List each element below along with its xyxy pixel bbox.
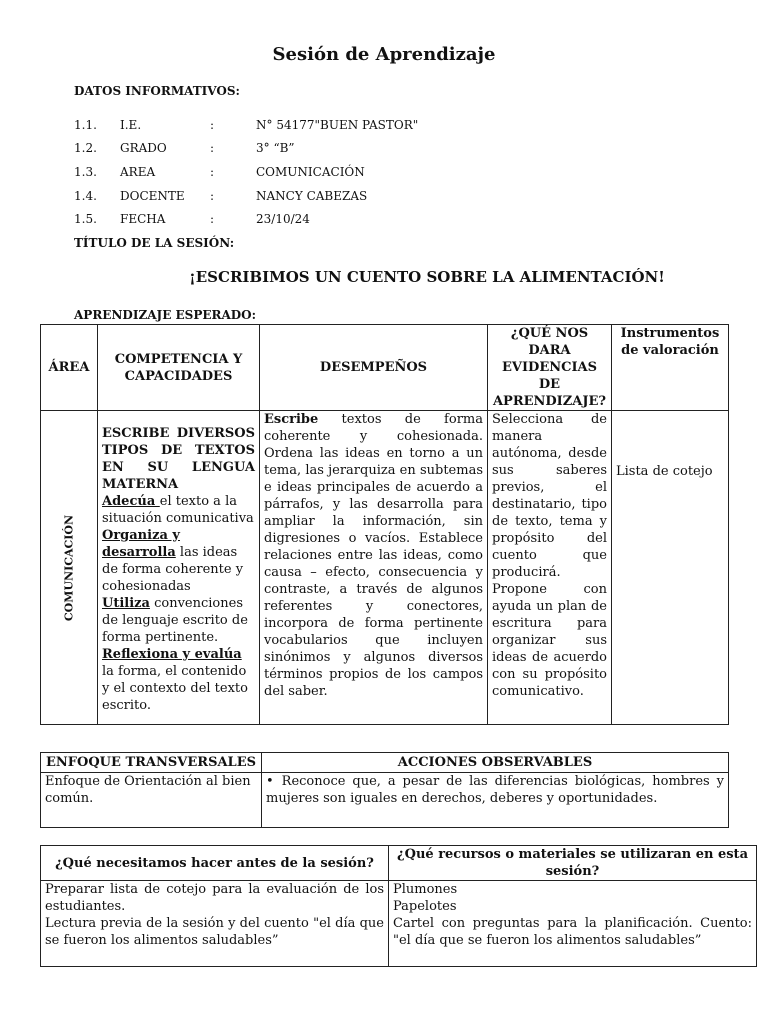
header-evidencias: ¿QUÉ NOS DARA EVIDENCIAS DE APRENDIZAJE? — [488, 325, 612, 411]
info-value: COMUNICACIÓN — [256, 165, 365, 179]
recurso-item: Cartel con preguntas para la planificación. Cuento: "el día que se fueron los alimentos saludables” — [393, 916, 752, 948]
header-instrumentos: Instrumentos de valoración — [612, 325, 729, 411]
info-key: DOCENTE — [120, 189, 185, 203]
acciones-cell — [262, 773, 729, 828]
table-row — [41, 773, 729, 828]
aprendizaje-table — [40, 324, 729, 725]
capacidad-text: convenciones de lenguaje escrito de forma pertinente. — [102, 596, 248, 645]
info-colon: : — [210, 165, 215, 179]
desempenos-cell — [260, 411, 488, 725]
capacidad-item — [102, 595, 255, 646]
area-cell — [41, 411, 98, 725]
antes-item: Lectura previa de la sesión y del cuento "el día que se fueron los alimentos saludables” — [45, 916, 384, 948]
info-row — [74, 141, 674, 159]
evidencias-cell: Selecciona de manera autónoma, desde sus saberes previos, el destinatario, tipo de texto, tema y propósito del cuento que producirá. Propone con ayuda un plan de escritura para organizar sus ideas de acuerdo con su propósito comunicativo. — [488, 411, 612, 725]
table-row — [41, 411, 729, 725]
capacidad-verb: Organiza y desarrolla — [102, 528, 180, 560]
table-header-row — [41, 325, 729, 411]
recursos-cell — [389, 881, 757, 967]
info-number: 1.4. — [74, 189, 97, 203]
info-row — [74, 165, 674, 183]
header-recursos: ¿Qué recursos o materiales se utilizaran en esta sesión? — [389, 846, 757, 881]
header-acciones: ACCIONES OBSERVABLES — [262, 753, 729, 773]
info-colon: : — [210, 141, 215, 155]
antes-item: Preparar lista de cotejo para la evaluación de los estudiantes. — [45, 882, 384, 914]
info-colon: : — [210, 189, 215, 203]
enfoque-cell: Enfoque de Orientación al bien común. — [41, 773, 262, 828]
info-key: FECHA — [120, 212, 166, 226]
desempeno-text: textos de forma coherente y cohesionada. Ordena las ideas en torno a un tema, las jerarquiza en subtemas e ideas principales de acuerdo a párrafos, y las desarrolla para ampliar la información, sin digresiones o vacíos. Establece relaciones entre las ideas, como causa – efecto, consecuencia y contraste, a través de algunos referentes y conectores, incorpora de forma pertinente vocabularios que incluyen sinónimos y algunos diversos términos propios de los campos del saber. — [264, 412, 483, 699]
capacidad-item — [102, 646, 255, 714]
desempeno-verb: Escribe — [264, 412, 319, 427]
instrumento-cell: Lista de cotejo — [612, 411, 729, 725]
info-key: I.E. — [120, 118, 142, 132]
competencia-title-line: TIPOS DE TEXTOS — [102, 443, 255, 458]
info-number: 1.2. — [74, 141, 97, 155]
info-colon: : — [210, 212, 215, 226]
capacidad-verb: Adecúa — [102, 494, 160, 509]
capacidad-text: las ideas de forma coherente y cohesionadas — [102, 545, 244, 594]
accion-text: Reconoce que, a pesar de las diferencias biológicas, hombres y mujeres son iguales en derechos, deberes y oportunidades. — [266, 774, 724, 806]
area-vertical-label: COMUNICACIÓN — [62, 514, 76, 621]
info-key: AREA — [120, 165, 156, 179]
competencia-cell — [98, 411, 260, 725]
aprendizaje-heading: APRENDIZAJE ESPERADO: — [74, 308, 257, 322]
bullet-icon: • — [266, 774, 274, 789]
enfoque-table — [40, 752, 729, 828]
capacidad-verb: Reflexiona y evalúa — [102, 647, 242, 662]
datos-heading: DATOS INFORMATIVOS: — [74, 84, 240, 98]
competencia-title-line: MATERNA — [102, 477, 179, 492]
titulo-heading: TÍTULO DE LA SESIÓN: — [74, 236, 235, 250]
capacidad-text: el texto a la situación comunicativa — [102, 494, 254, 526]
recurso-item: Papelotes — [393, 899, 457, 914]
info-value: 23/10/24 — [256, 212, 310, 226]
header-competencia: COMPETENCIA Y CAPACIDADES — [98, 325, 260, 411]
recurso-item: Plumones — [393, 882, 458, 897]
antes-cell — [41, 881, 389, 967]
info-colon: : — [210, 118, 215, 132]
info-number: 1.3. — [74, 165, 97, 179]
header-area: ÁREA — [41, 325, 98, 411]
info-row — [74, 189, 674, 207]
table-row — [41, 881, 757, 967]
header-antes: ¿Qué necesitamos hacer antes de la sesión? — [41, 846, 389, 881]
session-title: ¡ESCRIBIMOS UN CUENTO SOBRE LA ALIMENTACIÓN! — [189, 268, 665, 286]
header-desempenos: DESEMPEÑOS — [260, 325, 488, 411]
preparacion-table — [40, 845, 757, 967]
capacidad-item — [102, 493, 255, 527]
competencia-title-line: ESCRIBE DIVERSOS — [102, 426, 255, 441]
capacidad-verb: Utiliza — [102, 596, 150, 611]
header-enfoque: ENFOQUE TRANSVERSALES — [41, 753, 262, 773]
table-header-row — [41, 846, 757, 881]
info-value: NANCY CABEZAS — [256, 189, 368, 203]
capacidad-item — [102, 527, 255, 595]
info-row — [74, 118, 674, 136]
capacidad-text: la forma, el contenido y el contexto del texto escrito. — [102, 664, 248, 713]
info-value: N° 54177"BUEN PASTOR" — [256, 118, 419, 132]
document-title: Sesión de Aprendizaje — [272, 44, 496, 65]
info-key: GRADO — [120, 141, 167, 155]
table-header-row — [41, 753, 729, 773]
info-number: 1.1. — [74, 118, 97, 132]
info-row — [74, 212, 674, 230]
competencia-title-line: EN SU LENGUA — [102, 460, 255, 475]
info-number: 1.5. — [74, 212, 97, 226]
info-value: 3° “B” — [256, 141, 295, 155]
